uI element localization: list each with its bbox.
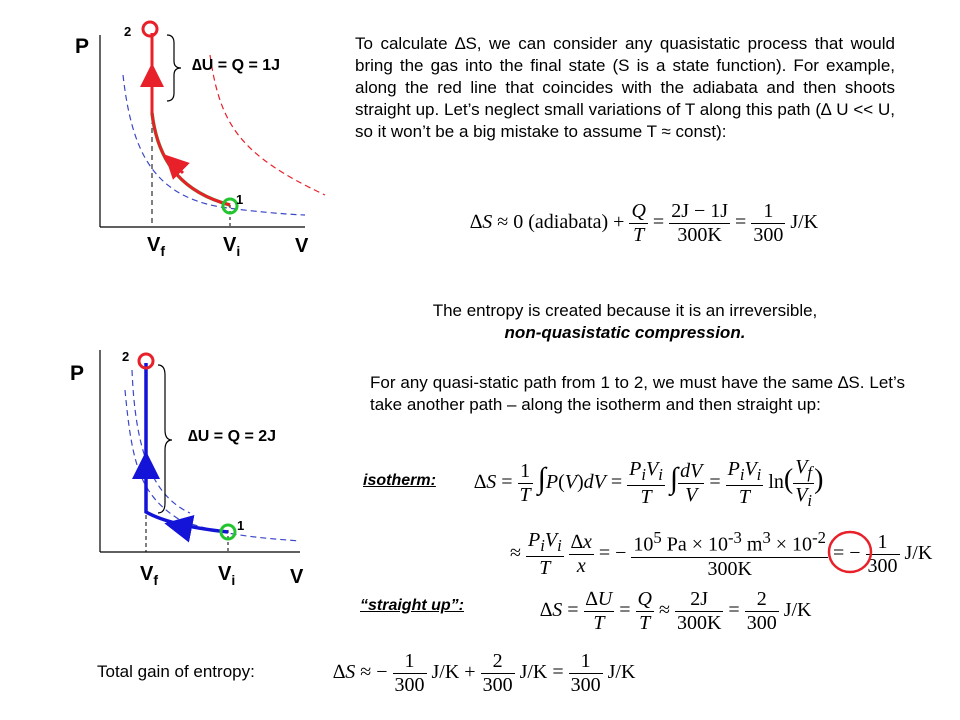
graph-2-point-1-label: 1: [237, 518, 245, 533]
graph-1-vf-label: $V_f$: [147, 234, 166, 259]
graph-2-blue-path: [146, 363, 228, 532]
graph-2-vf-label: $V_f$: [140, 563, 159, 588]
total-label: Total gain of entropy:: [97, 662, 255, 681]
graph-2-axes: [100, 350, 300, 552]
graph-2-point-2-label: 2: [122, 349, 130, 364]
graph-2-p-label: P: [70, 362, 85, 385]
graph-1-isotherm-dashed: [210, 55, 325, 195]
graph-2-blue-arrow-curve: [178, 526, 188, 528]
equation-total: ∆S ≈ − $\frac{1}{300}$ J/K + $\frac{2}{300}$ J/K = $\frac{1}{300}$ J/K: [333, 650, 636, 696]
graph-2-vi-label: $V_i$: [218, 563, 236, 588]
graph-1-v-label: V: [295, 235, 309, 257]
graph-1-point-2-label: 2: [124, 24, 132, 39]
highlight-circle: [825, 527, 875, 577]
isotherm-label: isotherm:: [363, 472, 436, 489]
paragraph-2-line-1: The entropy is created because it is an irreversible,: [432, 301, 818, 320]
paragraph-3: For any quasi-static path from 1 to 2, we must have the same ∆S. Let’s take another path – along the isotherm and then straight up:: [370, 373, 905, 414]
graph-1-p-label: P: [75, 35, 90, 58]
graph-1-vi-label: $V_i$: [223, 234, 241, 259]
graph-1-point-2-marker: [143, 22, 157, 36]
equation-isotherm: ∆S = $\frac{1}{T}$ ∫P(V)dV = $\frac{P_iV_i}{T}$ ∫ $\frac{dV}{V}$ = $\frac{P_iV_i}{T}$ ln( $\frac{V_f}{V_i}$ ): [474, 456, 824, 510]
graph-2-du-label: ∆U = Q = 2J: [188, 428, 277, 445]
graph-2: [70, 345, 330, 565]
equation-1: ∆S ≈ 0 (adiabata) + $\frac{Q}{T}$ = $\frac{2J - 1J}{300K}$ = $\frac{1}{300}$ J/K: [470, 200, 819, 246]
graph-1-green-path: [152, 113, 230, 205]
paragraph-1: To calculate ∆S, we can consider any quasistatic process that would bring the gas into the final state (S is a state function). For example, along the red line that coincides with the adiabata and then shoots straight up. Let’s neglect small variations of T along this path (∆ U << U, so it won’t be a big mistake to assume T ≈ const):: [355, 34, 895, 141]
graph-2-curve-dashed-mid: [132, 370, 190, 513]
graph-2-brace: [158, 365, 172, 513]
graph-1-adiabat-dashed: [123, 75, 305, 215]
equation-isotherm-approx: ≈ $\frac{P_iV_i}{T}$ $\frac{\Delta x}{x}$ = − $\frac{10^5 Pa \times 10^{-3} m^3 \times 10^{-2}}{300K}$ = − $\frac{1}{300}$ J/K: [510, 528, 933, 580]
paragraph-2-line-2: non-quasistatic compression.: [504, 323, 746, 342]
graph-2-v-label: V: [290, 566, 304, 588]
graph-1-brace: [167, 35, 181, 101]
equation-straight-up: ∆S = $\frac{\Delta U}{T}$ = $\frac{Q}{T}$ ≈ $\frac{2J}{300K}$ = $\frac{2}{300}$ J/K: [540, 588, 812, 634]
graph-2-curve-dashed-left: [125, 390, 300, 541]
graph-1-point-1-label: 1: [236, 192, 244, 207]
graph-1-du-label: ∆U = Q = 1J: [192, 57, 281, 74]
straight-up-label: “straight up”:: [360, 597, 464, 614]
